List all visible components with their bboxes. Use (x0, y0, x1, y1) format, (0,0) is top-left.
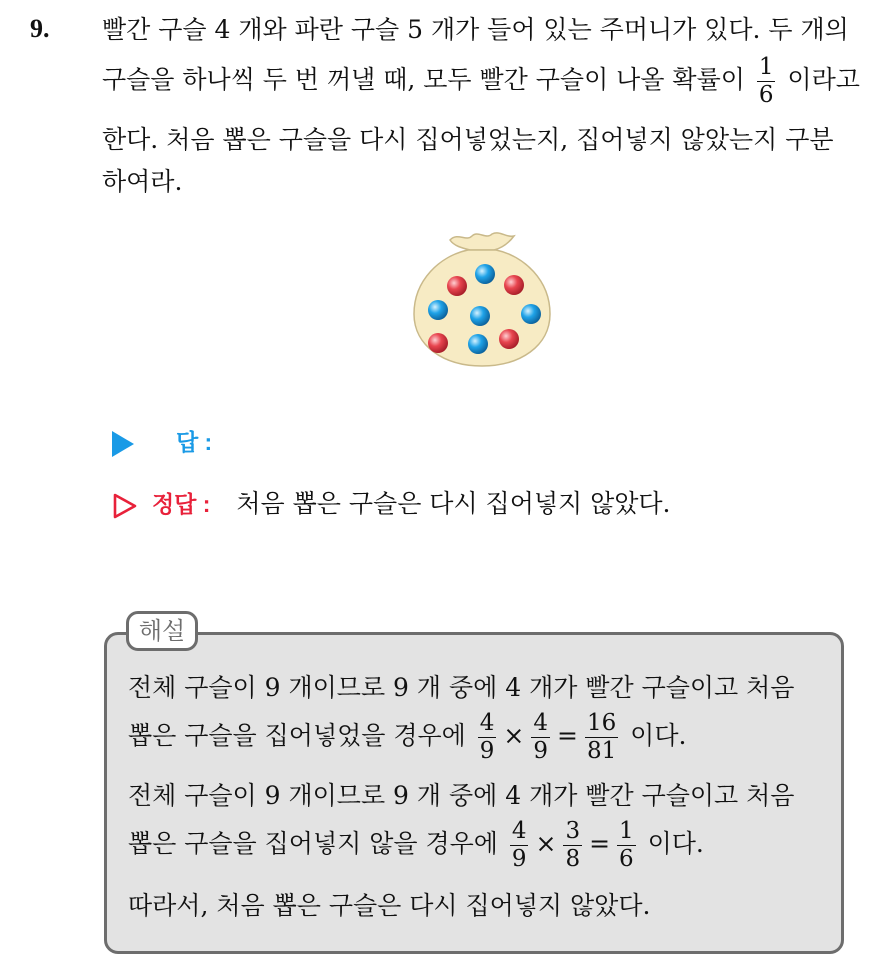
fraction-denominator: 9 (479, 738, 495, 764)
correct-answer-text: 처음 뽑은 구슬은 다시 집어넣지 않았다. (236, 489, 671, 518)
bag-illustration (410, 228, 555, 370)
question-line-2-text: 구슬을 하나씩 두 번 꺼낼 때, 모두 빨간 구슬이 나올 확률이 (102, 65, 745, 94)
red-marble (428, 333, 448, 353)
outline-triangle-icon (112, 493, 138, 519)
answer-label: 답 : (175, 429, 213, 455)
filled-triangle-icon (112, 431, 134, 457)
explanation-line-2-suffix: 이다. (630, 721, 687, 750)
explanation-tab: 해설 (126, 611, 198, 651)
fraction-denominator: 9 (533, 738, 548, 764)
explanation-line-3: 전체 구슬이 9 개이므로 9 개 중에 4 개가 빨간 구슬이고 처음 (128, 781, 795, 810)
fraction-numerator: 1 (758, 54, 774, 80)
explanation-line-1: 전체 구슬이 9 개이므로 9 개 중에 4 개가 빨간 구슬이고 처음 (128, 673, 795, 702)
fraction-a (478, 712, 497, 763)
question-line-2-suffix: 이라고 (787, 65, 860, 94)
fraction-numerator: 16 (586, 710, 617, 736)
fraction-denominator: 9 (511, 846, 527, 872)
red-marble (447, 276, 467, 296)
fraction-c (585, 712, 618, 763)
explanation-line-2-text: 뽑은 구슬을 집어넣었을 경우에 (128, 721, 466, 750)
blue-marble (468, 334, 488, 354)
question-fraction (757, 56, 776, 107)
fraction-numerator: 4 (511, 818, 527, 844)
fraction-numerator: 4 (479, 710, 495, 736)
explanation-line-2 (128, 712, 686, 763)
fraction-e (563, 820, 582, 871)
correct-answer-label: 정답 : (151, 491, 211, 517)
question-number: 9. (30, 14, 50, 43)
explanation-line-4-text: 뽑은 구슬을 집어넣지 않을 경우에 (128, 829, 498, 858)
times-operator: × (535, 829, 557, 858)
red-marble (504, 275, 524, 295)
times-operator: × (503, 721, 525, 750)
explanation-line-4-suffix: 이다. (647, 829, 704, 858)
fraction-denominator: 6 (619, 846, 634, 872)
blue-marble (428, 300, 448, 320)
explanation-line-5: 따라서, 처음 뽑은 구슬은 다시 집어넣지 않았다. (128, 891, 651, 920)
blue-marble (521, 304, 541, 324)
fraction-numerator: 4 (533, 710, 548, 736)
red-marble (499, 329, 519, 349)
answer-row (112, 424, 520, 457)
blue-marble (475, 264, 495, 284)
question-line-2 (102, 56, 860, 107)
question-line-3: 한다. 처음 뽑은 구슬을 다시 집어넣었는지, 집어넣지 않았는지 구분 (102, 125, 834, 154)
fraction-denominator: 81 (586, 738, 617, 764)
fraction-numerator: 1 (619, 818, 634, 844)
fraction-numerator: 3 (565, 818, 581, 844)
fraction-denominator: 6 (758, 82, 774, 108)
equals-operator: = (556, 721, 578, 750)
fraction-d (510, 820, 529, 871)
explanation-line-4 (128, 820, 704, 871)
fraction-f (617, 820, 636, 871)
fraction-b (531, 712, 550, 763)
blue-marble (470, 306, 490, 326)
question-line-1: 빨간 구슬 4 개와 파란 구슬 5 개가 들어 있는 주머니가 있다. 두 개의 (102, 15, 849, 44)
question-line-4: 하여라. (102, 167, 183, 196)
equals-operator: = (589, 829, 611, 858)
fraction-denominator: 8 (565, 846, 581, 872)
correct-answer-row (112, 484, 671, 520)
